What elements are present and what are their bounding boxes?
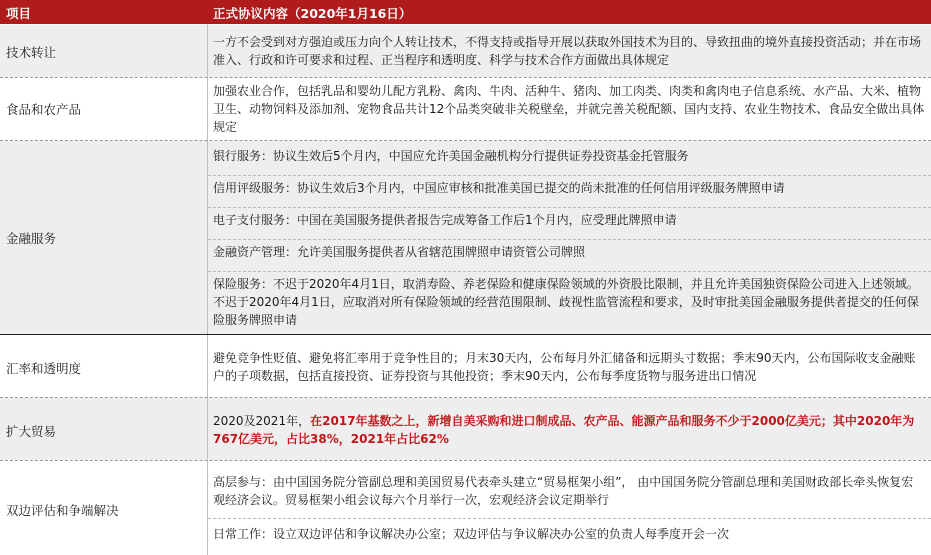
row-label: 汇率和透明度: [6, 361, 82, 376]
column-divider: [207, 24, 208, 555]
sub-separator: [208, 207, 931, 208]
row-separator: [0, 334, 931, 335]
sub-separator: [208, 175, 931, 176]
header-item: 项目: [6, 6, 32, 21]
trade-text-plain: 2020及2021年，: [213, 414, 311, 428]
finance-credit-rating: 信用评级服务：协议生效后3个月内，中国应审核和批准美国已提交的尚未批准的任何信用评级服务牌照申请: [213, 181, 785, 195]
sub-separator: [208, 271, 931, 272]
row-separator: [0, 77, 931, 78]
row-tech-transfer: [0, 25, 931, 77]
row-expand-trade: [0, 398, 931, 460]
row-content: [213, 412, 925, 448]
row-label: 扩大贸易: [6, 424, 57, 439]
row-label: 金融服务: [6, 231, 57, 246]
header-content: 正式协议内容（2020年1月16日）: [213, 6, 412, 21]
bilateral-daily-work: 日常工作：设立双边评估和争议解决办公室；双边评估与争议解决办公室的负责人每季度开会一次: [213, 527, 730, 541]
row-exchange-rate: [0, 335, 931, 397]
bilateral-high-level: 高层参与：由中国国务院分管副总理和美国贸易代表牵头建立“贸易框架小组”， 由中国国务院分管副总理和美国财政部长牵头恢复宏观经济会议。贸易框架小组会议每六个月举行一次，宏观经济会议定期举行: [213, 475, 914, 507]
sub-separator: [208, 518, 931, 519]
row-separator: [0, 140, 931, 141]
row-label: 双边评估和争端解决: [6, 503, 119, 518]
row-financial-services: [0, 141, 931, 334]
sub-separator: [208, 239, 931, 240]
row-content: 避免竞争性贬值、避免将汇率用于竞争性目的；月末30天内，公布每月外汇储备和远期头寸数据；季末90天内，公布国际收支金融账户的子项数据，包括直接投资、证券投资与其他投资；季末90天内，公布每季度货物与服务进出口情况: [213, 351, 916, 383]
row-separator: [0, 460, 931, 461]
finance-e-payment: 电子支付服务：中国在美国服务提供者报告完成筹备工作后1个月内，应受理此牌照申请: [213, 213, 677, 227]
row-bilateral-evaluation: [0, 461, 931, 555]
row-label: 食品和农产品: [6, 102, 82, 117]
trade-text-highlight: 在2017年基数之上，新增自美采购和进口制成品、农产品、能源产品和服务不少于2000亿美元；其中2020年为767亿美元，占比38%，2021年占比62%: [213, 414, 915, 446]
finance-asset-management: 金融资产管理：允许美国服务提供者从省辖范围牌照申请资管公司牌照: [213, 245, 586, 259]
finance-banking: 银行服务：协议生效后5个月内，中国应允许美国金融机构分行提供证券投资基金托管服务: [213, 149, 689, 163]
row-food-agriculture: [0, 78, 931, 140]
row-separator: [0, 397, 931, 398]
row-content: 一方不会受到对方强迫或压力向个人转让技术，不得支持或指导开展以获取外国技术为目的、导致扭曲的境外直接投资活动；并在市场准入、行政和许可要求和过程、正当程序和透明度、科学与技术合作方面做出具体规定: [213, 35, 922, 67]
row-label: 技术转让: [6, 45, 57, 60]
table-header: [0, 0, 931, 24]
row-content: 加强农业合作，包括乳品和婴幼儿配方乳粉、禽肉、牛肉、活种牛、猪肉、加工肉类、肉类和禽肉电子信息系统、水产品、大米、植物卫生、动物饲料及添加剂、宠物食品共计12个品类突破非关税壁垒，并就完善关税配额、国内支持、农业生物技术、食品安全做出具体规定: [213, 84, 925, 134]
finance-insurance: 保险服务：不迟于2020年4月1日，取消寿险、养老保险和健康保险领域的外资股比限制，并且允许美国独资保险公司进入上述领域。不迟于2020年4月1日，应取消对所有保险领域的经营范围限制、歧视性监管流程和要求，及时审批美国金融服务提供者提交的任何保险服务牌照申请: [213, 277, 919, 327]
